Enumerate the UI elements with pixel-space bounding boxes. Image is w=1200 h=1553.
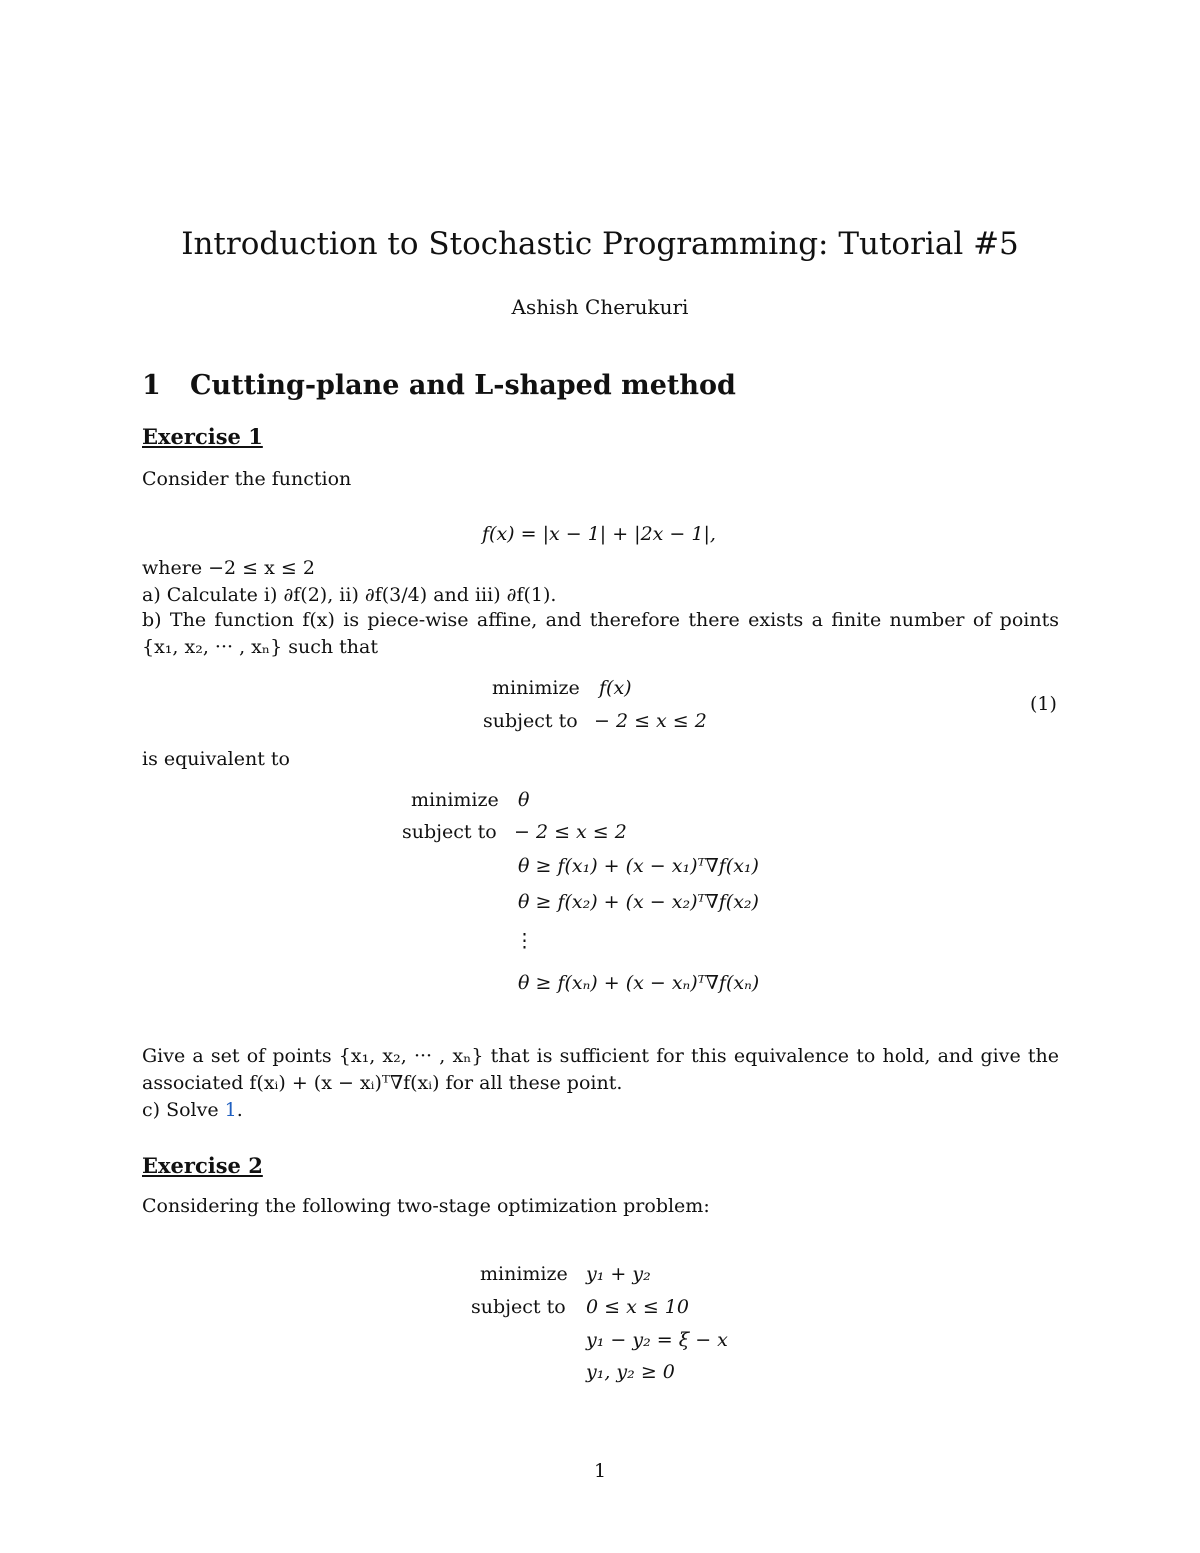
problem-2-constraint-box: − 2 ≤ x ≤ 2 [514,821,627,843]
problem-2-cut-1: θ ≥ f(x₁) + (x − x₁)ᵀ∇f(x₁) [518,855,759,877]
exercise-2-intro: Considering the following two-stage optimization problem: [142,1195,710,1217]
document-title: Introduction to Stochastic Programming: Tutorial #5 [181,226,1019,262]
problem-3-minimize-label: minimize [480,1263,568,1285]
problem-3-objective: y₁ + y₂ [586,1263,651,1285]
equation-number-1: (1) [1030,693,1057,715]
section-heading [142,370,736,401]
exercise-1-heading: Exercise 1 [142,424,263,449]
problem-1-minimize-label: minimize [492,677,580,699]
equation-reference-link[interactable]: 1 [224,1099,237,1121]
give-points-line-1: Give a set of points {x₁, x₂, ··· , xₙ} that is sufficient for this equivalence to hold, and give the [142,1045,1059,1067]
problem-2-minimize-label: minimize [411,789,499,811]
problem-1-constraint: − 2 ≤ x ≤ 2 [594,710,707,732]
part-c-prefix: c) Solve [142,1099,219,1121]
problem-2-cut-n: θ ≥ f(xₙ) + (x − xₙ)ᵀ∇f(xₙ) [518,972,760,994]
problem-1-subject-label: subject to [483,710,578,732]
author-name: Ashish Cherukuri [511,295,689,319]
part-a-text: a) Calculate i) ∂f(2), ii) ∂f(3/4) and iii) ∂f(1). [142,584,557,606]
problem-3-subject-label: subject to [471,1296,566,1318]
problem-2-subject-label: subject to [402,821,497,843]
section-number: 1 [142,370,161,401]
section-title: Cutting-plane and L-shaped method [190,370,736,401]
equivalent-text: is equivalent to [142,748,290,770]
problem-3-constraint-1: 0 ≤ x ≤ 10 [586,1296,689,1318]
part-b-text-line-1: b) The function f(x) is piece-wise affine, and therefore there exists a finite number of points [142,609,1059,631]
part-c-text [142,1099,243,1121]
problem-1-objective: f(x) [599,677,632,699]
exercise-2-heading: Exercise 2 [142,1153,263,1178]
problem-2-cut-2: θ ≥ f(x₂) + (x − x₂)ᵀ∇f(x₂) [518,891,759,913]
problem-2-vertical-dots: ⋮ [515,930,534,952]
problem-3-constraint-2: y₁ − y₂ = ξ − x [586,1329,728,1351]
domain-line: where −2 ≤ x ≤ 2 [142,557,315,579]
page-number: 1 [593,1460,607,1482]
exercise-1-intro: Consider the function [142,468,352,490]
part-c-suffix: . [236,1099,243,1121]
problem-2-objective: θ [518,789,530,811]
problem-3-constraint-3: y₁, y₂ ≥ 0 [586,1361,675,1383]
part-b-text-line-2: {x₁, x₂, ··· , xₙ} such that [142,636,378,658]
function-equation: f(x) = |x − 1| + |2x − 1|, [482,523,716,545]
give-points-line-2: associated f(xᵢ) + (x − xᵢ)ᵀ∇f(xᵢ) for all these point. [142,1072,623,1094]
